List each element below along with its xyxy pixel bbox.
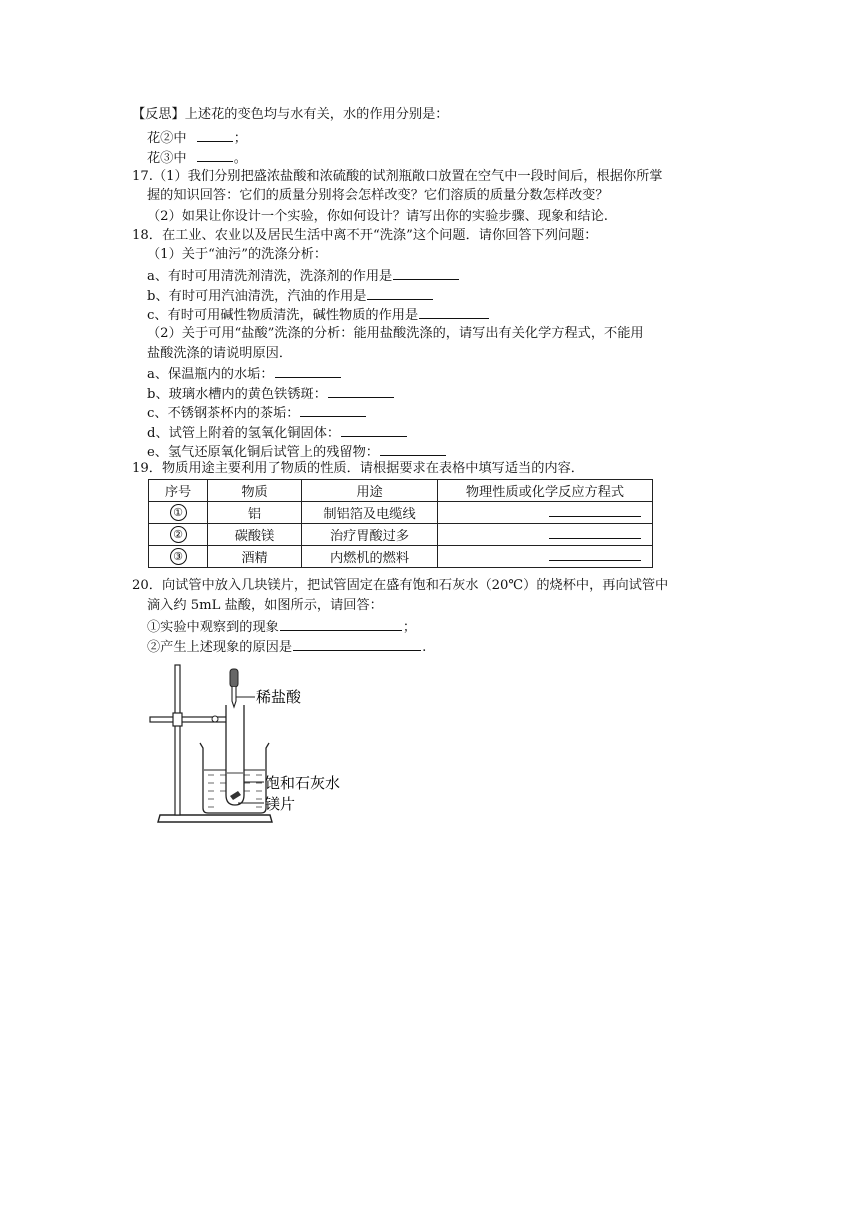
label-magnesium: 镁片	[265, 795, 296, 813]
q19-title: 19．物质用途主要利用了物质的性质．请根据要求在表格中填写适当的内容．	[132, 461, 584, 476]
q16-flower2-end: ；	[233, 131, 247, 146]
label-dilute-hcl: 稀盐酸	[256, 688, 302, 706]
q18-2d-blank[interactable]	[341, 423, 407, 437]
q16-flower2-blank[interactable]	[197, 128, 233, 142]
row-use: 内燃机的燃料	[302, 546, 438, 568]
row-substance: 铝	[208, 502, 302, 524]
q18-part2-cont: 盐酸洗涤的请说明原因．	[147, 346, 293, 361]
q16-flower3-blank[interactable]	[197, 148, 233, 162]
q18-line1: 18．在工业、农业以及居民生活中离不开“洗涤”这个问题．请你回答下列问题：	[132, 228, 598, 243]
q20-line1: 20．向试管中放入几块镁片，把试管固定在盛有饱和石灰水（20℃）的烧杯中，再向试管中	[132, 578, 669, 593]
row-no-1: ①	[170, 504, 187, 521]
col-header-use: 用途	[302, 480, 438, 502]
dropper-bulb	[230, 669, 238, 687]
row-no	[149, 546, 208, 568]
col-header-substance: 物质	[208, 480, 302, 502]
row-use: 制铝箔及电缆线	[302, 502, 438, 524]
q18-2b	[147, 384, 395, 403]
q18-2e-text: e、氢气还原氧化铜后试管上的残留物：	[147, 445, 379, 460]
apparatus-diagram	[148, 655, 368, 830]
col-header-property: 物理性质或化学反应方程式	[438, 480, 653, 502]
q17-line1: 17.（1）我们分别把盛浓盐酸和浓硫酸的试剂瓶敞口放置在空气中一段时间后，根据你所掌	[132, 169, 663, 184]
q20-item2-end: .	[422, 640, 427, 655]
q17-line3: （2）如果让你设计一个实验，你如何设计？请写出你的实验步骤、现象和结论.	[147, 209, 608, 224]
q20-item2-blank[interactable]	[293, 637, 421, 651]
clamp-boss	[173, 713, 182, 726]
row-no	[149, 524, 208, 546]
table-row	[149, 524, 653, 546]
row-answer[interactable]	[438, 524, 653, 546]
q18-2e-blank[interactable]	[380, 442, 446, 456]
q18-2e	[147, 442, 447, 461]
q18-1a	[147, 266, 460, 285]
q18-1a-text: a、有时可用清洗剂清洗，洗涤剂的作用是	[147, 269, 393, 284]
answer-blank[interactable]	[549, 526, 641, 539]
q18-2b-blank[interactable]	[328, 384, 394, 398]
row-substance: 酒精	[208, 546, 302, 568]
q18-part1: （1）关于“油污”的洗涤分析：	[147, 247, 328, 262]
row-answer[interactable]	[438, 546, 653, 568]
row-no-2: ②	[170, 526, 187, 543]
q20-line2: 滴入约 5mL 盐酸，如图所示，请回答：	[147, 598, 383, 613]
row-substance: 碳酸镁	[208, 524, 302, 546]
stand-rod	[175, 665, 180, 815]
row-no	[149, 502, 208, 524]
col-header-no: 序号	[149, 480, 208, 502]
test-tube	[226, 705, 244, 805]
q20-item2	[147, 637, 426, 656]
q18-2a-text: a、保温瓶内的水垢：	[147, 367, 274, 382]
row-answer[interactable]	[438, 502, 653, 524]
q19-table	[148, 479, 653, 568]
q18-2a-blank[interactable]	[275, 364, 341, 378]
dropper-tube	[232, 687, 236, 707]
q18-1b-text: b、有时可用汽油清洗，汽油的作用是	[147, 289, 367, 304]
q18-1b	[147, 286, 434, 305]
q18-1b-blank[interactable]	[367, 286, 433, 300]
row-no-3: ③	[170, 548, 187, 565]
q18-2c-text: c、不锈钢茶杯内的茶垢：	[147, 406, 300, 421]
q18-1a-blank[interactable]	[393, 266, 459, 280]
q16-flower3-label: 花③中	[147, 151, 187, 166]
answer-blank[interactable]	[549, 548, 641, 561]
q18-2a	[147, 364, 342, 383]
q20-item1-blank[interactable]	[280, 617, 402, 631]
q18-2b-text: b、玻璃水槽内的黄色铁锈斑：	[147, 387, 327, 402]
label-limewater: 饱和石灰水	[265, 774, 341, 792]
q18-part2: （2）关于可用“盐酸”洗涤的分析：能用盐酸洗涤的，请写出有关化学方程式，不能用	[147, 326, 644, 341]
q20-item1	[147, 617, 416, 636]
q18-2c-blank[interactable]	[300, 403, 366, 417]
q20-item2-text: ②产生上述现象的原因是	[147, 640, 293, 655]
q16-flower2	[147, 128, 247, 147]
q18-1c-text: c、有时可用碱性物质清洗，碱性物质的作用是	[147, 308, 419, 323]
q16-reflect: 【反思】上述花的变色均与水有关，水的作用分别是：	[132, 107, 449, 122]
q16-flower3-end: 。	[233, 151, 247, 166]
q18-2c	[147, 403, 367, 422]
q18-1c-blank[interactable]	[419, 305, 489, 319]
table-row	[149, 502, 653, 524]
q18-1c	[147, 305, 490, 324]
q16-flower2-label: 花②中	[147, 131, 187, 146]
q17-line2: 握的知识回答：它们的质量分别将会怎样改变？它们溶质的质量分数怎样改变？	[147, 188, 609, 203]
answer-blank[interactable]	[549, 504, 641, 517]
q20-item1-text: ①实验中观察到的现象	[147, 620, 279, 635]
table-row	[149, 546, 653, 568]
row-use: 治疗胃酸过多	[302, 524, 438, 546]
q18-2d-text: d、试管上附着的氢氧化铜固体：	[147, 426, 341, 441]
q16-flower3	[147, 148, 247, 167]
clamp-screw	[212, 716, 218, 722]
table-header-row	[149, 480, 653, 502]
q20-item1-end: ；	[402, 620, 417, 635]
stand-base	[158, 815, 272, 822]
q18-2d	[147, 423, 408, 442]
